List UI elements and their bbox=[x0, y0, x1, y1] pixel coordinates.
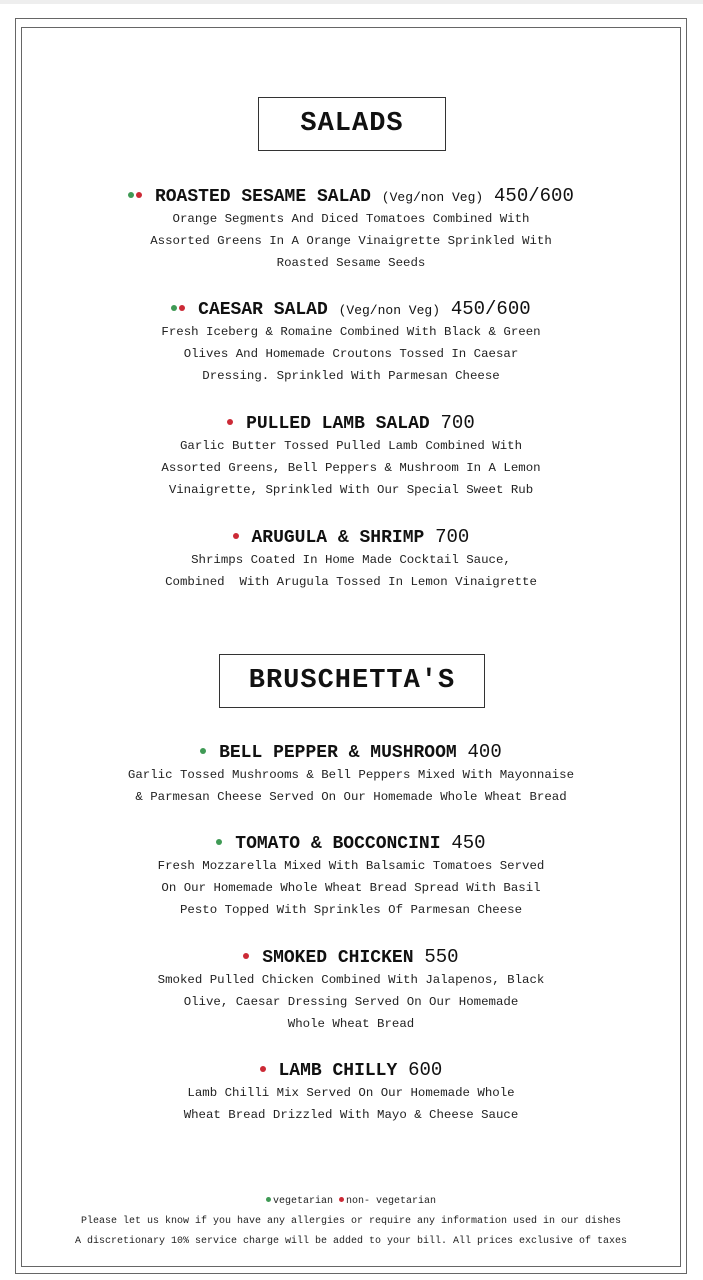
legend-veg: vegetarian bbox=[272, 1196, 333, 1207]
veg-dot-icon bbox=[266, 1197, 271, 1202]
item-price: 450/600 bbox=[450, 298, 531, 320]
item-description-line: Shrimps Coated In Home Made Cocktail Sauce, bbox=[191, 553, 511, 567]
item-name: TOMATO & BOCCONCINI bbox=[235, 834, 441, 854]
item-description-line: Garlic Tossed Mushrooms & Bell Peppers Mixed With Mayonnaise bbox=[127, 768, 575, 782]
item-description-line: & Parmesan Cheese Served On Our Homemade Whole Wheat Bread bbox=[135, 790, 567, 804]
item-price: 450/600 bbox=[494, 185, 574, 207]
item-description-line: Fresh Mozzarella Mixed With Balsamic Tomatoes Served bbox=[157, 859, 545, 873]
item-description-line: Orange Segments And Diced Tomatoes Combined With bbox=[172, 212, 530, 226]
item-title bbox=[21, 1058, 681, 1082]
menu-item bbox=[21, 1058, 681, 1126]
item-name: PULLED LAMB SALAD bbox=[246, 414, 430, 434]
item-description-line: On Our Homemade Whole Wheat Bread Spread With Basil bbox=[161, 881, 541, 895]
menu-item bbox=[21, 945, 681, 1035]
item-description-line: Dressing. Sprinkled With Parmesan Cheese bbox=[202, 369, 500, 383]
item-title bbox=[21, 184, 681, 208]
item-title bbox=[21, 831, 681, 855]
item-title bbox=[21, 945, 681, 969]
item-description-line: Assorted Greens, Bell Peppers & Mushroom In A Lemon bbox=[161, 461, 541, 475]
nonveg-dot-icon bbox=[243, 953, 249, 959]
item-title bbox=[21, 525, 681, 549]
item-note: (Veg/non Veg) bbox=[338, 303, 441, 318]
nonveg-dot-icon bbox=[179, 305, 185, 311]
item-price: 450 bbox=[451, 832, 486, 854]
nonveg-dot-icon bbox=[233, 533, 239, 539]
item-price: 600 bbox=[408, 1059, 443, 1081]
veg-dot-icon bbox=[200, 748, 206, 754]
menu-item bbox=[21, 184, 681, 274]
top-strip bbox=[0, 0, 703, 4]
item-name: LAMB CHILLY bbox=[278, 1061, 398, 1081]
veg-dot-icon bbox=[128, 192, 134, 198]
veg-dot-icon bbox=[216, 839, 222, 845]
item-title bbox=[21, 740, 681, 764]
item-name: BELL PEPPER & MUSHROOM bbox=[219, 743, 457, 763]
item-name: ROASTED SESAME SALAD bbox=[154, 187, 371, 207]
item-description-line: Combined With Arugula Tossed In Lemon Vinaigrette bbox=[165, 575, 537, 589]
item-description-line: Assorted Greens In A Orange Vinaigrette Sprinkled With bbox=[150, 234, 552, 248]
item-description-line: Whole Wheat Bread bbox=[287, 1017, 415, 1031]
item-description-line: Lamb Chilli Mix Served On Our Homemade Whole bbox=[187, 1086, 515, 1100]
legend-nonveg: non- vegetarian bbox=[346, 1196, 437, 1207]
veg-dot-icon bbox=[171, 305, 177, 311]
item-title bbox=[21, 297, 681, 321]
nonveg-dot-icon bbox=[339, 1197, 344, 1202]
menu-item bbox=[21, 297, 681, 387]
nonveg-dot-icon bbox=[136, 192, 142, 198]
item-price: 400 bbox=[467, 741, 502, 763]
item-price: 700 bbox=[435, 526, 470, 548]
item-name: SMOKED CHICKEN bbox=[262, 948, 414, 968]
item-description-line: Olives And Homemade Croutons Tossed In Caesar bbox=[183, 347, 519, 361]
item-note: (Veg/non Veg) bbox=[381, 190, 484, 205]
item-description-line: Garlic Butter Tossed Pulled Lamb Combined With bbox=[179, 439, 523, 453]
item-description-line: Wheat Bread Drizzled With Mayo & Cheese Sauce bbox=[183, 1108, 519, 1122]
legend bbox=[21, 1192, 681, 1212]
item-description-line: Vinaigrette, Sprinkled With Our Special Sweet Rub bbox=[168, 483, 534, 497]
item-name: ARUGULA & SHRIMP bbox=[251, 528, 425, 548]
section-title-salads: SALADS bbox=[258, 97, 446, 151]
item-price: 550 bbox=[424, 946, 459, 968]
menu-item bbox=[21, 831, 681, 921]
item-description-line: Roasted Sesame Seeds bbox=[276, 256, 426, 270]
nonveg-dot-icon bbox=[260, 1066, 266, 1072]
item-description-line: Olive, Caesar Dressing Served On Our Homemade bbox=[183, 995, 519, 1009]
allergy-note: Please let us know if you have any allergies or require any information used in our dishes bbox=[80, 1216, 622, 1227]
nonveg-dot-icon bbox=[227, 419, 233, 425]
service-note: A discretionary 10% service charge will be added to your bill. All prices exclusive of taxes bbox=[74, 1236, 628, 1247]
item-description-line: Fresh Iceberg & Romaine Combined With Black & Green bbox=[161, 325, 541, 339]
item-description-line: Pesto Topped With Sprinkles Of Parmesan Cheese bbox=[179, 903, 523, 917]
item-title bbox=[21, 411, 681, 435]
item-description-line: Smoked Pulled Chicken Combined With Jalapenos, Black bbox=[157, 973, 545, 987]
menu-item bbox=[21, 411, 681, 501]
menu-item bbox=[21, 525, 681, 593]
menu-item bbox=[21, 740, 681, 808]
item-name: CAESAR SALAD bbox=[198, 300, 328, 320]
section-title-bruschettas: BRUSCHETTA'S bbox=[219, 654, 485, 708]
item-price: 700 bbox=[440, 412, 475, 434]
